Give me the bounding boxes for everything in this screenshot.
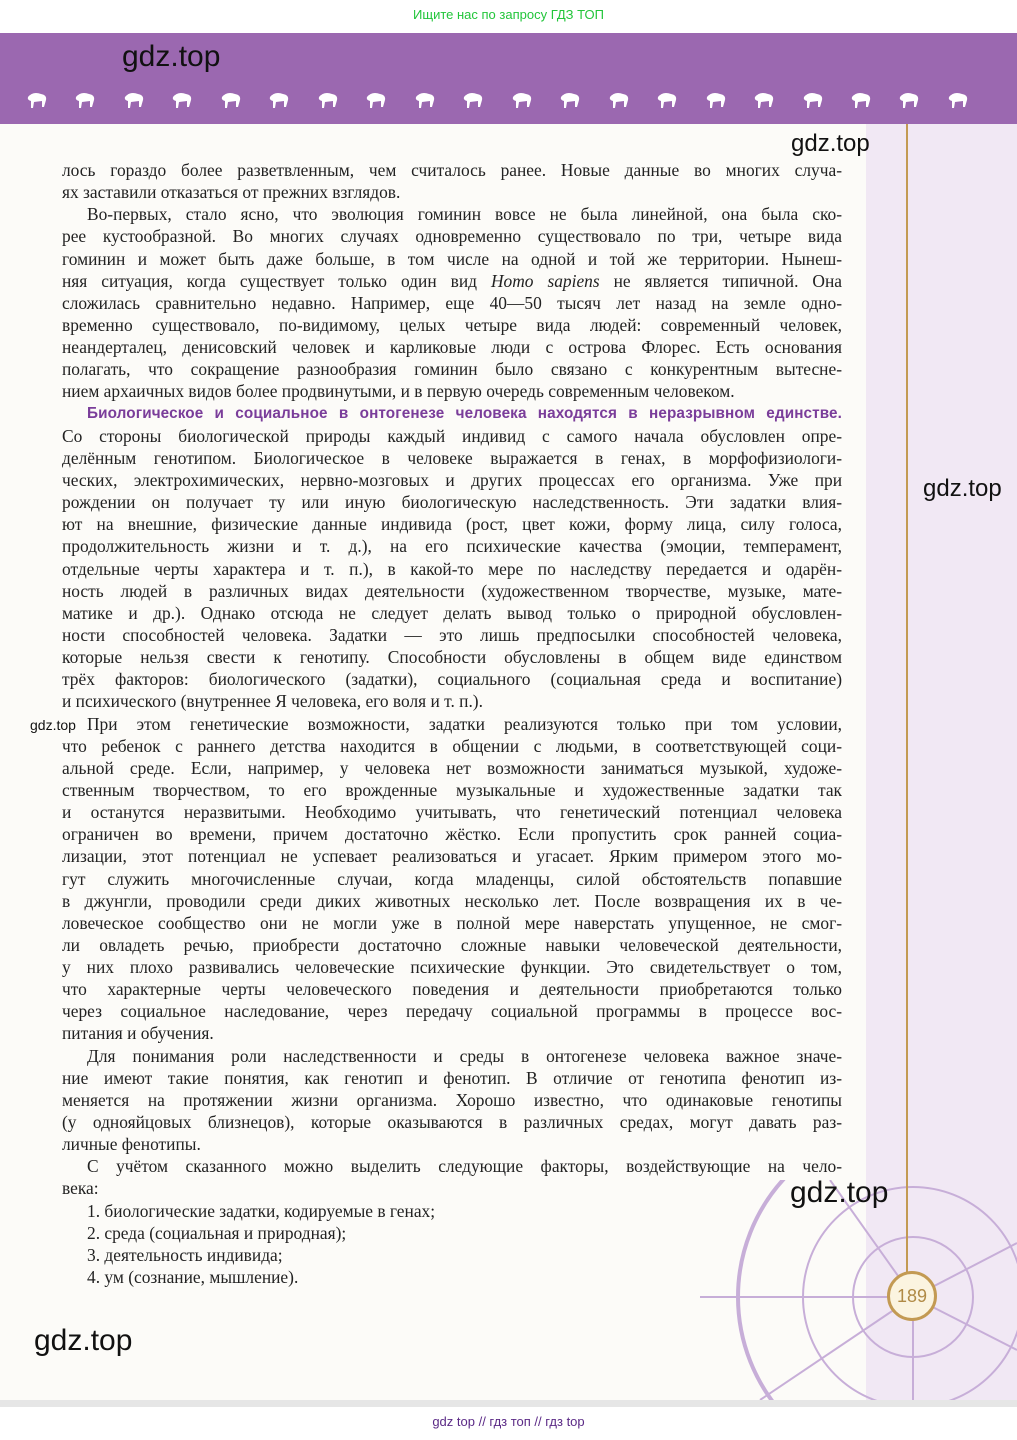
page-body-text bbox=[62, 159, 842, 1288]
text-line: гут служить многочисленные случаи, когда младенцы, силой обстоятельств попавшие bbox=[62, 868, 842, 889]
factor-list-item: 3. деятельность индивида; bbox=[87, 1244, 283, 1265]
animal-silhouette-icon bbox=[364, 88, 388, 110]
animal-silhouette-icon bbox=[219, 88, 243, 110]
text-line: ческих, электрохимических, нервно-мозговых и других процессах его организма. Уже при bbox=[62, 469, 842, 490]
text-line: рождении он получает ту или иную биологическую наследственность. Эти задатки влия- bbox=[62, 492, 842, 513]
text-line: ственным творчеством, то его врожденные музыкальные и художественные задатки так bbox=[62, 779, 842, 800]
animal-silhouette-icon bbox=[752, 88, 776, 110]
text-line: лось гораздо более разветвленным, чем считалось ранее. Новые данные во многих случа- bbox=[62, 160, 842, 180]
watermark: gdz.top bbox=[34, 1324, 133, 1357]
text-line: ность людей в различных видах деятельности (художественном творчестве, музыке, мате- bbox=[62, 580, 842, 601]
text-line: отдельные черты характера и т. п.), в какой-то мере по наследству передается и одарён- bbox=[62, 558, 842, 579]
watermark: gdz.top bbox=[790, 1176, 889, 1209]
animal-silhouette-icon bbox=[558, 88, 582, 110]
species-name: Homo sapiens bbox=[490, 270, 600, 291]
search-hint-banner: Ищите нас по запросу ГДЗ ТОП bbox=[413, 7, 604, 22]
text-line: альной среде. Если, например, у человека нет возможности заниматься музыкой, художе- bbox=[62, 757, 842, 778]
watermark: gdz.top bbox=[122, 40, 221, 73]
text-line: нием архаичных видов более продвинутыми, и в первую очередь современным человеком. bbox=[62, 381, 735, 402]
text-line: сложилась сравнительно недавно. Например, еще 40—50 тысяч лет назад на земле одно- bbox=[62, 292, 842, 313]
animal-silhouette-icon bbox=[461, 88, 485, 110]
page-margin-line bbox=[906, 124, 908, 1284]
text-line: трёх факторов: биологического (задатки), социального (социальная среда и воспитание) bbox=[62, 669, 842, 690]
text-line: ли овладеть речью, приобрести достаточно сложные навыки человеческой деятельности, bbox=[62, 934, 842, 955]
factor-list-item: 1. биологические задатки, кодируемые в генах; bbox=[87, 1200, 436, 1221]
animal-silhouette-icon bbox=[655, 88, 679, 110]
text-fragment: не является типичной. Она bbox=[599, 270, 842, 291]
text-line: ности способностей человека. Задатки — это лишь предпосылки способностей человека, bbox=[62, 624, 842, 645]
animal-silhouette-icon bbox=[170, 88, 194, 110]
animal-silhouette-icon bbox=[607, 88, 631, 110]
page-number: 189 bbox=[887, 1271, 937, 1321]
text-line: меняется на протяжении жизни организма. Хорошо известно, что одинаковые генотипы bbox=[62, 1089, 842, 1110]
text-line: личные фенотипы. bbox=[62, 1134, 201, 1155]
animal-silhouette-icon bbox=[316, 88, 340, 110]
animal-silhouette-icon bbox=[897, 88, 921, 110]
text-line: временно существовало, по-видимому, целых четыре вида людей: современный человек, bbox=[62, 314, 842, 335]
text-line: При этом генетические возможности, задатки реализуются только при том условии, bbox=[87, 713, 842, 734]
text-line: ют на внешние, физические данные индивида (рост, цвет кожи, форму лица, силу голоса, bbox=[62, 514, 842, 535]
text-line: и психического (внутреннее Я человека, его воля и т. п.). bbox=[62, 691, 483, 712]
text-line: полагать, что сокращение разнообразия гоминин было связано с конкурентным вытесне- bbox=[62, 359, 842, 380]
text-line: матике и др.). Однако отсюда не следует делать вывод только о природной обусловлен- bbox=[62, 602, 842, 623]
watermark: gdz.top bbox=[923, 475, 1002, 502]
text-line: неандерталец, денисовский человек и карликовые люди с острова Флорес. Есть основания bbox=[62, 337, 842, 358]
animal-silhouette-icon bbox=[267, 88, 291, 110]
animal-silhouette-icon bbox=[946, 88, 970, 110]
animal-silhouette-icon bbox=[413, 88, 437, 110]
text-line: через социальное наследование, через передачу социальной программы в процессе вос- bbox=[62, 1001, 842, 1022]
factor-list-item: 2. среда (социальная и природная); bbox=[87, 1222, 347, 1243]
text-line: что характерные черты человеческого поведения и деятельности приобретаются только bbox=[62, 979, 842, 1000]
factor-list-item: 4. ум (сознание, мышление). bbox=[87, 1267, 299, 1288]
page-bottom-edge bbox=[0, 1400, 1017, 1407]
text-line: рее кустообразной. Во многих случаях одновременно существовало по три, четыре вида bbox=[62, 226, 842, 247]
animal-silhouette-icon bbox=[801, 88, 825, 110]
text-line: (у однояйцовых близнецов), которые оказываются в различных средах, могут давать раз- bbox=[62, 1112, 842, 1133]
watermark: gdz.top bbox=[30, 717, 76, 733]
text-line: продолжительность жизни и т. д.), на его психические качества (эмоции, темперамент, bbox=[62, 536, 842, 557]
text-line: ограничен во времени, причем достаточно жёстко. Если пропустить срок ранней социа- bbox=[62, 824, 842, 845]
animal-silhouette-icon bbox=[73, 88, 97, 110]
watermark: gdz.top bbox=[791, 130, 870, 157]
text-line: у них плохо развивались человеческие психические функции. Это свидетельствует о том, bbox=[62, 957, 842, 978]
text-line: лизации, этот потенциал не успевает реализоваться и угасает. Ярким примером этого мо- bbox=[62, 846, 842, 867]
animal-silhouette-icon bbox=[704, 88, 728, 110]
text-fragment: няя ситуация, когда существует только один вид bbox=[62, 270, 491, 291]
text-line: что ребенок с раннего детства находится в общении с людьми, в соответствующей соци- bbox=[62, 735, 842, 756]
animal-silhouette-icon bbox=[25, 88, 49, 110]
footer-links: gdz top // гдз топ // гдз top bbox=[432, 1414, 585, 1429]
text-line: Для понимания роли наследственности и среды в онтогенезе человека важное значе- bbox=[87, 1045, 842, 1066]
animal-silhouette-icon bbox=[849, 88, 873, 110]
text-line: Со стороны биологической природы каждый индивид с самого начала обусловлен опре- bbox=[62, 425, 842, 446]
text-line: века: bbox=[62, 1178, 99, 1199]
text-line: которые нельзя свести к генотипу. Способности обусловлены в общем виде единством bbox=[62, 647, 842, 668]
highlighted-statement: Биологическое и социальное в онтогенезе человека находятся в неразрывном единстве. bbox=[87, 404, 842, 422]
animal-silhouette-icon bbox=[122, 88, 146, 110]
text-line bbox=[62, 270, 842, 292]
text-line: ловеческое сообщество они не могли уже в полной мере наверстать упущенное, не смог- bbox=[62, 912, 842, 933]
text-line: С учётом сказанного можно выделить следующие факторы, воздействующие на чело- bbox=[87, 1156, 842, 1177]
text-line: гоминин и может быть даже больше, в том числе на одной и той же территории. Нынеш- bbox=[62, 248, 842, 269]
text-line: и останутся неразвитыми. Необходимо учитывать, что генетический потенциал человека bbox=[62, 802, 842, 823]
text-line: в джунгли, проводили среди диких животных несколько лет. После возвращения их в че- bbox=[62, 890, 842, 911]
text-line: питания и обучения. bbox=[62, 1023, 214, 1044]
animal-silhouette-icon bbox=[510, 88, 534, 110]
animal-silhouettes-strip bbox=[25, 88, 970, 110]
text-line: ях заставили отказаться от прежних взглядов. bbox=[62, 182, 401, 203]
text-line: Во-первых, стало ясно, что эволюция гоминин вовсе не была линейной, она была ско- bbox=[87, 204, 842, 225]
text-line: делённым генотипом. Биологическое в человеке выражается в генах, в морфофизиологи- bbox=[62, 447, 842, 468]
text-line: ние имеют такие понятия, как генотип и фенотип. В отличие от генотипа фенотип из- bbox=[62, 1067, 842, 1088]
